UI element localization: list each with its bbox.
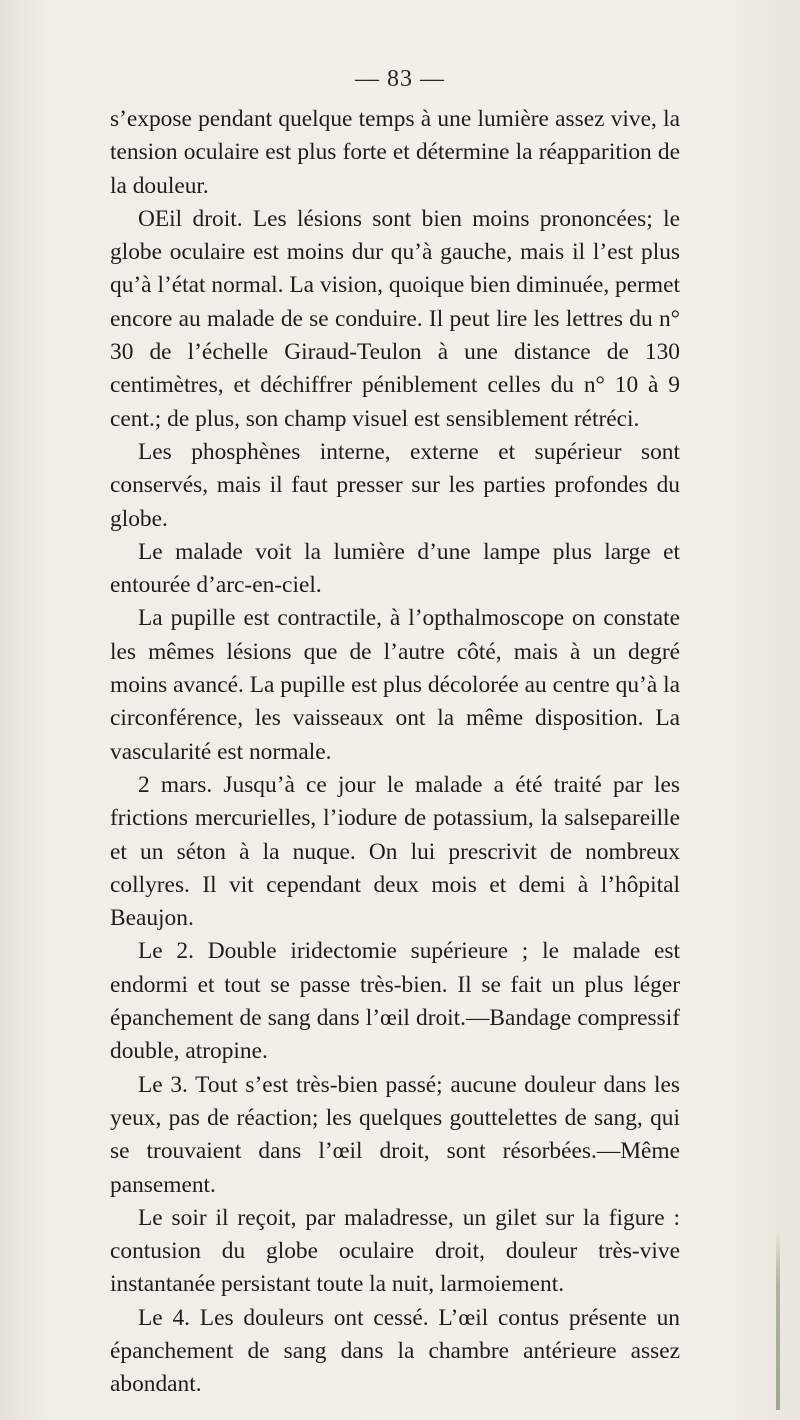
paragraph: 2 mars. Jusqu’à ce jour le malade a été traité par les frictions mercurielles, l’iodure de potassium, la salsepareille et un séton à la nuque. On lui prescrivit de nombreux collyres. Il vit cependant deux mois et demi à l’hôpital Beaujon. (110, 771, 680, 932)
body-text (110, 103, 680, 1402)
paragraph: Le 2. Double iridectomie supérieure ; le malade est endormi et tout se passe très-bien. Il se fait un plus léger épanchement de sang dans l’œil droit.—Bandage compressif double, atropine. (110, 938, 680, 1065)
paragraph: Le 4. Les douleurs ont cessé. L’œil contus présente un épanchement de sang dans la chambre antérieure assez abondant. (110, 1304, 680, 1398)
page-number: — 83 — (355, 66, 445, 92)
paragraph: Les phosphènes interne, externe et supérieur sont conservés, mais il faut presser sur les parties profondes du globe. (110, 438, 680, 532)
paragraph: Le malade voit la lumière d’une lampe plus large et entourée d’arc-en-ciel. (110, 538, 680, 599)
binding-edge-mark (776, 1230, 780, 1410)
paragraph: OEil droit. Les lésions sont bien moins prononcées; le globe oculaire est moins dur qu’à gauche, mais il l’est plus qu’à l’état normal. La vision, quoique bien diminuée, permet encore au malade de se conduire. Il peut lire les lettres du n° 30 de l’échelle Giraud-Teulon à une distance de 130 centimètres, et déchiffrer péniblement celles du n° 10 à 9 cent.; de plus, son champ visuel est sensiblement rétréci. (110, 205, 680, 432)
paragraph: Le 3. Tout s’est très-bien passé; aucune douleur dans les yeux, pas de réaction; les quelques gouttelettes de sang, qui se trouvaient dans l’œil droit, sont résorbées.—Même pansement. (110, 1071, 680, 1198)
paragraph: Le soir il reçoit, par maladresse, un gilet sur la figure : contusion du globe oculaire droit, douleur très-vive instantanée persistant toute la nuit, larmoiement. (110, 1204, 680, 1298)
paragraph: s’expose pendant quelque temps à une lumière assez vive, la tension oculaire est plus forte et détermine la réapparition de la douleur. (110, 106, 680, 199)
paragraph: La pupille est contractile, à l’opthalmoscope on constate les mêmes lésions que de l’autre côté, mais à un degré moins avancé. La pupille est plus décolorée au centre qu’à la circonférence, les vaisseaux ont la même disposition. La vascularité est normale. (110, 605, 680, 765)
